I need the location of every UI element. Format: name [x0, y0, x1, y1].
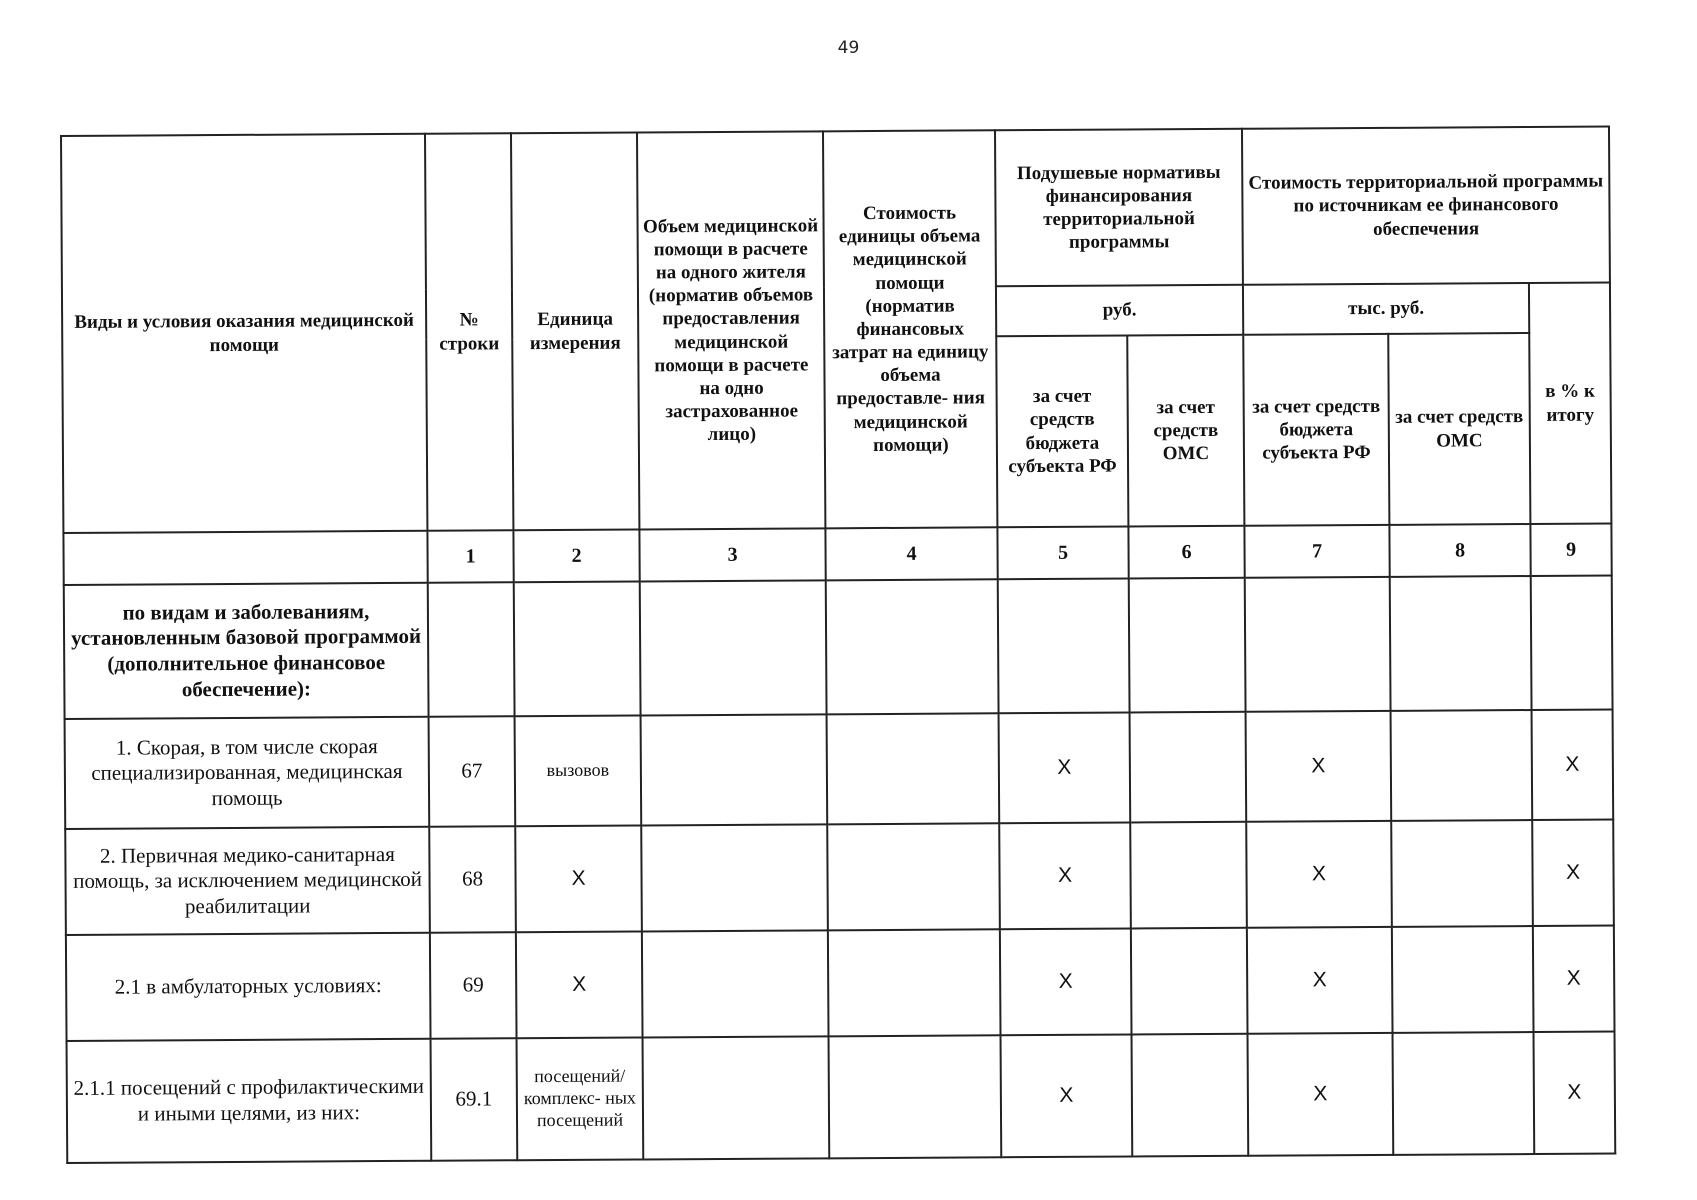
cell-budget-rub: X	[999, 822, 1131, 929]
cell-oms-rub	[1130, 712, 1247, 823]
section-row	[64, 576, 1613, 719]
header-percent-of-total: в % к итогу	[1529, 283, 1612, 524]
empty-cell	[514, 581, 641, 716]
cell-percent: X	[1534, 1032, 1616, 1154]
column-number-cell: 4	[825, 527, 997, 580]
row-label: 2.1 в амбулаторных условиях:	[66, 933, 431, 1041]
header-oms-rub: за счет средств ОМС	[1127, 335, 1244, 527]
cell-volume	[641, 714, 828, 825]
header-unit-cost: Стоимость единицы объема медицинской помощи (норматив финансовых затрат на единицу объема предоставле- ния медицинской помощи)	[823, 130, 997, 528]
table-row	[67, 1032, 1616, 1163]
table-row	[65, 710, 1614, 829]
empty-cell	[1129, 578, 1246, 713]
row-unit: X	[516, 931, 643, 1038]
cell-percent: X	[1533, 926, 1615, 1032]
row-number: 69	[430, 932, 517, 1039]
cell-volume	[643, 1036, 830, 1159]
header-budget-thousand: за счет средств бюджета субъекта РФ	[1243, 334, 1389, 526]
financing-table	[60, 126, 1616, 1164]
empty-cell	[998, 578, 1130, 713]
header-unit-rub: руб.	[996, 285, 1243, 337]
column-number-cell: 1	[427, 530, 513, 583]
cell-oms-thousand	[1393, 1032, 1535, 1155]
header-oms-thousand: за счет средств ОМС	[1388, 333, 1530, 525]
row-number: 67	[429, 716, 516, 827]
column-number-cell: 9	[1530, 524, 1611, 576]
column-number-cell: 8	[1389, 524, 1530, 577]
column-number-cell: 7	[1244, 525, 1389, 578]
cell-budget-thousand: X	[1246, 711, 1392, 822]
cell-unit-cost	[828, 929, 1001, 1036]
row-number: 68	[429, 826, 516, 933]
cell-budget-rub: X	[999, 712, 1131, 823]
column-number-row	[63, 524, 1611, 585]
header-unit-thousand-rub: тыс. руб.	[1243, 283, 1529, 335]
row-label: 2.1.1 посещений с профилактическими и иными целями, из них:	[67, 1039, 432, 1163]
column-number-cell: 6	[1128, 526, 1244, 579]
column-number-cell: 2	[513, 529, 639, 582]
row-unit: вызовов	[515, 715, 642, 826]
header-unit: Единица измерения	[511, 132, 639, 530]
cell-budget-thousand: X	[1246, 821, 1392, 928]
empty-cell	[640, 580, 827, 715]
cell-unit-cost	[827, 713, 1000, 824]
row-unit: X	[515, 825, 642, 932]
cell-oms-thousand	[1392, 926, 1534, 1033]
header-per-capita-norms: Подушевые нормативы финансирования территориальной программы	[995, 129, 1243, 287]
row-label: 1. Скорая, в том числе скорая специализированная, медицинская помощь	[65, 717, 430, 829]
empty-cell	[826, 579, 999, 714]
cell-unit-cost	[827, 823, 1000, 930]
column-number-cell: 3	[639, 528, 825, 581]
table-row	[66, 926, 1615, 1041]
header-types-of-care: Виды и условия оказания медицинской помощи	[61, 134, 427, 533]
cell-budget-rub: X	[1001, 1034, 1133, 1157]
page-number: 49	[837, 38, 860, 58]
cell-volume	[642, 930, 829, 1037]
column-number-cell: 5	[997, 526, 1128, 579]
row-label: 2. Первичная медико-санитарная помощь, за исключением медицинской реабилитации	[65, 827, 430, 935]
cell-volume	[641, 824, 828, 931]
cell-oms-rub	[1131, 928, 1248, 1035]
cell-oms-rub	[1130, 822, 1247, 929]
document-sheet	[60, 126, 1614, 1164]
row-unit: посещений/ комплекс- ных посещений	[517, 1037, 644, 1160]
cell-oms-rub	[1132, 1034, 1249, 1157]
header-program-cost: Стоимость территориальной программы по источникам ее финансового обеспечения	[1242, 127, 1610, 285]
header-row-top	[61, 127, 1610, 292]
cell-unit-cost	[829, 1035, 1002, 1158]
empty-cell	[1245, 577, 1391, 712]
column-number-cell	[63, 531, 427, 585]
cell-oms-thousand	[1391, 820, 1533, 927]
row-number: 69.1	[431, 1038, 518, 1161]
section-title: по видам и заболеваниям, установленным базовой программой (дополнительное финансовое обеспечение):	[64, 583, 429, 719]
cell-percent: X	[1532, 710, 1614, 820]
cell-budget-rub: X	[1000, 928, 1132, 1035]
empty-cell	[428, 582, 515, 717]
empty-cell	[1390, 576, 1532, 711]
cell-budget-thousand: X	[1247, 927, 1393, 1034]
cell-percent: X	[1532, 820, 1614, 926]
table-row	[65, 820, 1614, 935]
empty-cell	[1531, 576, 1613, 710]
cell-budget-thousand: X	[1248, 1033, 1394, 1156]
cell-oms-thousand	[1391, 710, 1533, 821]
header-volume: Объем медицинской помощи в расчете на одного жителя (норматив объемов предоставления медицинской помощи в расчете на одно застрахованное лицо)	[637, 131, 825, 529]
header-budget-rub: за счет средств бюджета субъекта РФ	[996, 335, 1128, 527]
header-row-number: № строки	[425, 133, 513, 531]
